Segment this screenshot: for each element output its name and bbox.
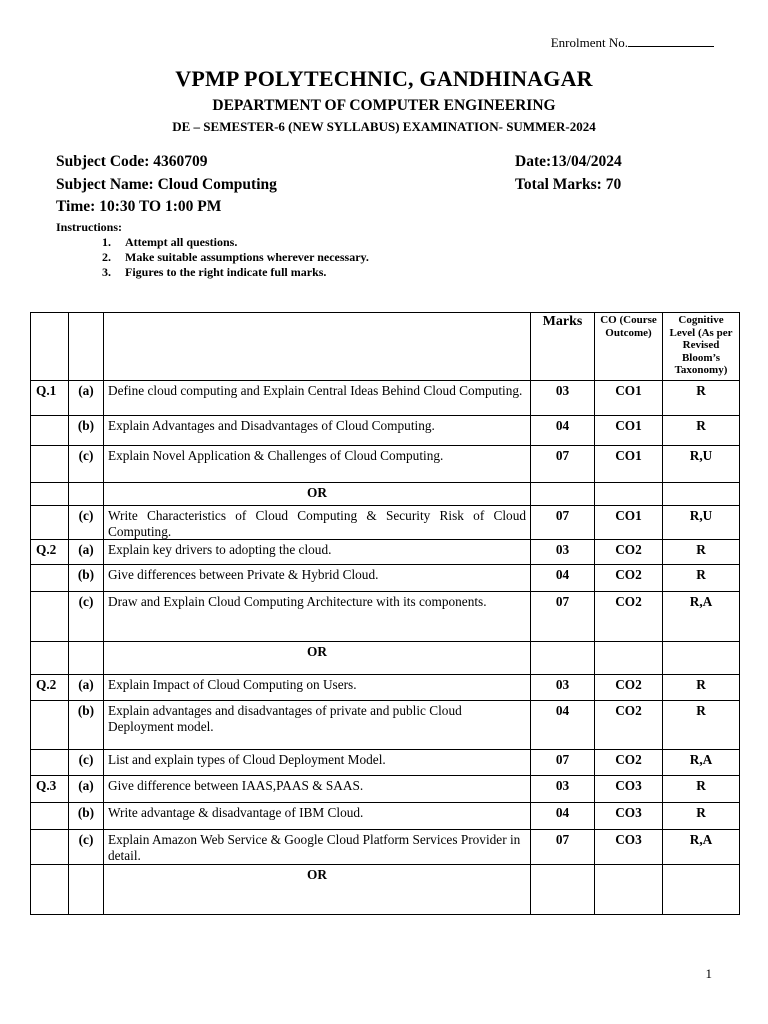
question-number: Q.3: [31, 776, 69, 803]
enrolment-blank-line: [628, 35, 714, 47]
question-table: [30, 312, 740, 915]
exam-date: Date:13/04/2024: [515, 153, 622, 170]
table-header-row: [31, 313, 740, 381]
question-co: CO2: [595, 540, 663, 565]
enrolment-label: Enrolment No.: [550, 35, 628, 50]
question-row: [31, 381, 740, 416]
question-cognitive-level: R,U: [663, 446, 740, 483]
question-cognitive-level: R,A: [663, 592, 740, 642]
question-text: Define cloud computing and Explain Central Ideas Behind Cloud Computing.: [104, 381, 531, 416]
question-co: CO1: [595, 506, 663, 540]
co-header: CO (Course Outcome): [595, 313, 663, 381]
question-text: Write Characteristics of Cloud Computing & Security Risk of Cloud Computing.: [104, 506, 531, 540]
question-row: [31, 592, 740, 642]
question-number: [31, 592, 69, 642]
question-text: Explain advantages and disadvantages of private and public Cloud Deployment model.: [104, 701, 531, 750]
instruction-item: 2. Make suitable assumptions wherever necessary.: [102, 250, 369, 264]
or-label: OR: [104, 642, 531, 675]
question-part: (b): [69, 701, 104, 750]
question-cognitive-level: R: [663, 776, 740, 803]
question-text: Explain Advantages and Disadvantages of Cloud Computing.: [104, 416, 531, 446]
question-cognitive-level: R: [663, 565, 740, 592]
question-row: [31, 446, 740, 483]
department-title: DEPARTMENT OF COMPUTER ENGINEERING: [212, 97, 556, 114]
question-text: Explain Novel Application & Challenges of Cloud Computing.: [104, 446, 531, 483]
question-text: List and explain types of Cloud Deployment Model.: [104, 750, 531, 776]
question-part: (c): [69, 830, 104, 865]
or-label: OR: [104, 483, 531, 506]
question-cognitive-level: R,A: [663, 750, 740, 776]
question-marks: 03: [531, 381, 595, 416]
question-marks: 07: [531, 446, 595, 483]
exam-time: Time: 10:30 TO 1:00 PM: [56, 198, 222, 215]
question-marks: 04: [531, 416, 595, 446]
question-marks: 03: [531, 540, 595, 565]
question-number: [31, 565, 69, 592]
question-row: [31, 540, 740, 565]
question-part: (a): [69, 675, 104, 701]
question-part: (b): [69, 803, 104, 830]
question-number: Q.2: [31, 540, 69, 565]
question-co: CO1: [595, 381, 663, 416]
institute-title: VPMP POLYTECHNIC, GANDHINAGAR: [175, 66, 593, 91]
or-row: [31, 642, 740, 675]
question-cognitive-level: R: [663, 803, 740, 830]
question-marks: 04: [531, 565, 595, 592]
question-text: Give differences between Private & Hybrid Cloud.: [104, 565, 531, 592]
question-number: [31, 803, 69, 830]
question-row: [31, 750, 740, 776]
marks-header: Marks: [531, 313, 595, 381]
question-number: [31, 416, 69, 446]
total-marks: Total Marks: 70: [515, 176, 622, 193]
question-part: (a): [69, 381, 104, 416]
question-part: (c): [69, 506, 104, 540]
question-text: Explain Amazon Web Service & Google Cloud Platform Services Provider in detail.: [104, 830, 531, 865]
question-cognitive-level: R,U: [663, 506, 740, 540]
question-co: CO3: [595, 830, 663, 865]
question-co: CO2: [595, 675, 663, 701]
question-marks: 07: [531, 750, 595, 776]
question-row: [31, 565, 740, 592]
question-row: [31, 416, 740, 446]
question-text: Give difference between IAAS,PAAS & SAAS.: [104, 776, 531, 803]
exam-title: DE – SEMESTER-6 (NEW SYLLABUS) EXAMINATION- SUMMER-2024: [172, 119, 596, 134]
question-row: [31, 776, 740, 803]
question-cognitive-level: R: [663, 416, 740, 446]
question-co: CO2: [595, 592, 663, 642]
question-number: [31, 830, 69, 865]
question-marks: 07: [531, 592, 595, 642]
question-co: CO1: [595, 416, 663, 446]
question-co: CO3: [595, 803, 663, 830]
question-text: Explain key drivers to adopting the cloud.: [104, 540, 531, 565]
question-part: (b): [69, 416, 104, 446]
instruction-item: 3. Figures to the right indicate full marks.: [102, 265, 327, 279]
question-part: (a): [69, 776, 104, 803]
question-co: CO2: [595, 565, 663, 592]
question-row: [31, 803, 740, 830]
question-marks: 03: [531, 675, 595, 701]
question-text: Explain Impact of Cloud Computing on Users.: [104, 675, 531, 701]
question-number: [31, 446, 69, 483]
question-number: [31, 506, 69, 540]
question-row: [31, 830, 740, 865]
cognitive-level-header: Cognitive Level (As per Revised Bloom’s Taxonomy): [663, 313, 740, 381]
question-marks: 07: [531, 506, 595, 540]
question-marks: 04: [531, 701, 595, 750]
question-co: CO1: [595, 446, 663, 483]
question-marks: 04: [531, 803, 595, 830]
question-part: (c): [69, 446, 104, 483]
question-part: (a): [69, 540, 104, 565]
or-label: OR: [104, 865, 531, 915]
or-row: [31, 483, 740, 506]
question-part: (c): [69, 592, 104, 642]
question-cognitive-level: R,A: [663, 830, 740, 865]
question-row: [31, 675, 740, 701]
question-number: Q.2: [31, 675, 69, 701]
question-co: CO3: [595, 776, 663, 803]
question-number: Q.1: [31, 381, 69, 416]
subject-code: Subject Code: 4360709: [56, 153, 208, 170]
question-part: (c): [69, 750, 104, 776]
question-number: [31, 750, 69, 776]
question-part: (b): [69, 565, 104, 592]
or-row: [31, 865, 740, 915]
question-cognitive-level: R: [663, 675, 740, 701]
question-marks: 07: [531, 830, 595, 865]
question-cognitive-level: R: [663, 701, 740, 750]
question-marks: 03: [531, 776, 595, 803]
instructions-list: [102, 235, 369, 280]
question-cognitive-level: R: [663, 381, 740, 416]
page-number: 1: [705, 966, 712, 981]
instructions-heading: Instructions:: [56, 220, 123, 234]
enrolment-number-field: [551, 35, 714, 51]
subject-name: Subject Name: Cloud Computing: [56, 176, 277, 193]
question-number: [31, 701, 69, 750]
question-cognitive-level: R: [663, 540, 740, 565]
instruction-item: 1. Attempt all questions.: [102, 235, 238, 249]
question-text: Write advantage & disadvantage of IBM Cloud.: [104, 803, 531, 830]
question-row: [31, 506, 740, 540]
question-co: CO2: [595, 750, 663, 776]
question-text: Draw and Explain Cloud Computing Architecture with its components.: [104, 592, 531, 642]
question-row: [31, 701, 740, 750]
question-co: CO2: [595, 701, 663, 750]
